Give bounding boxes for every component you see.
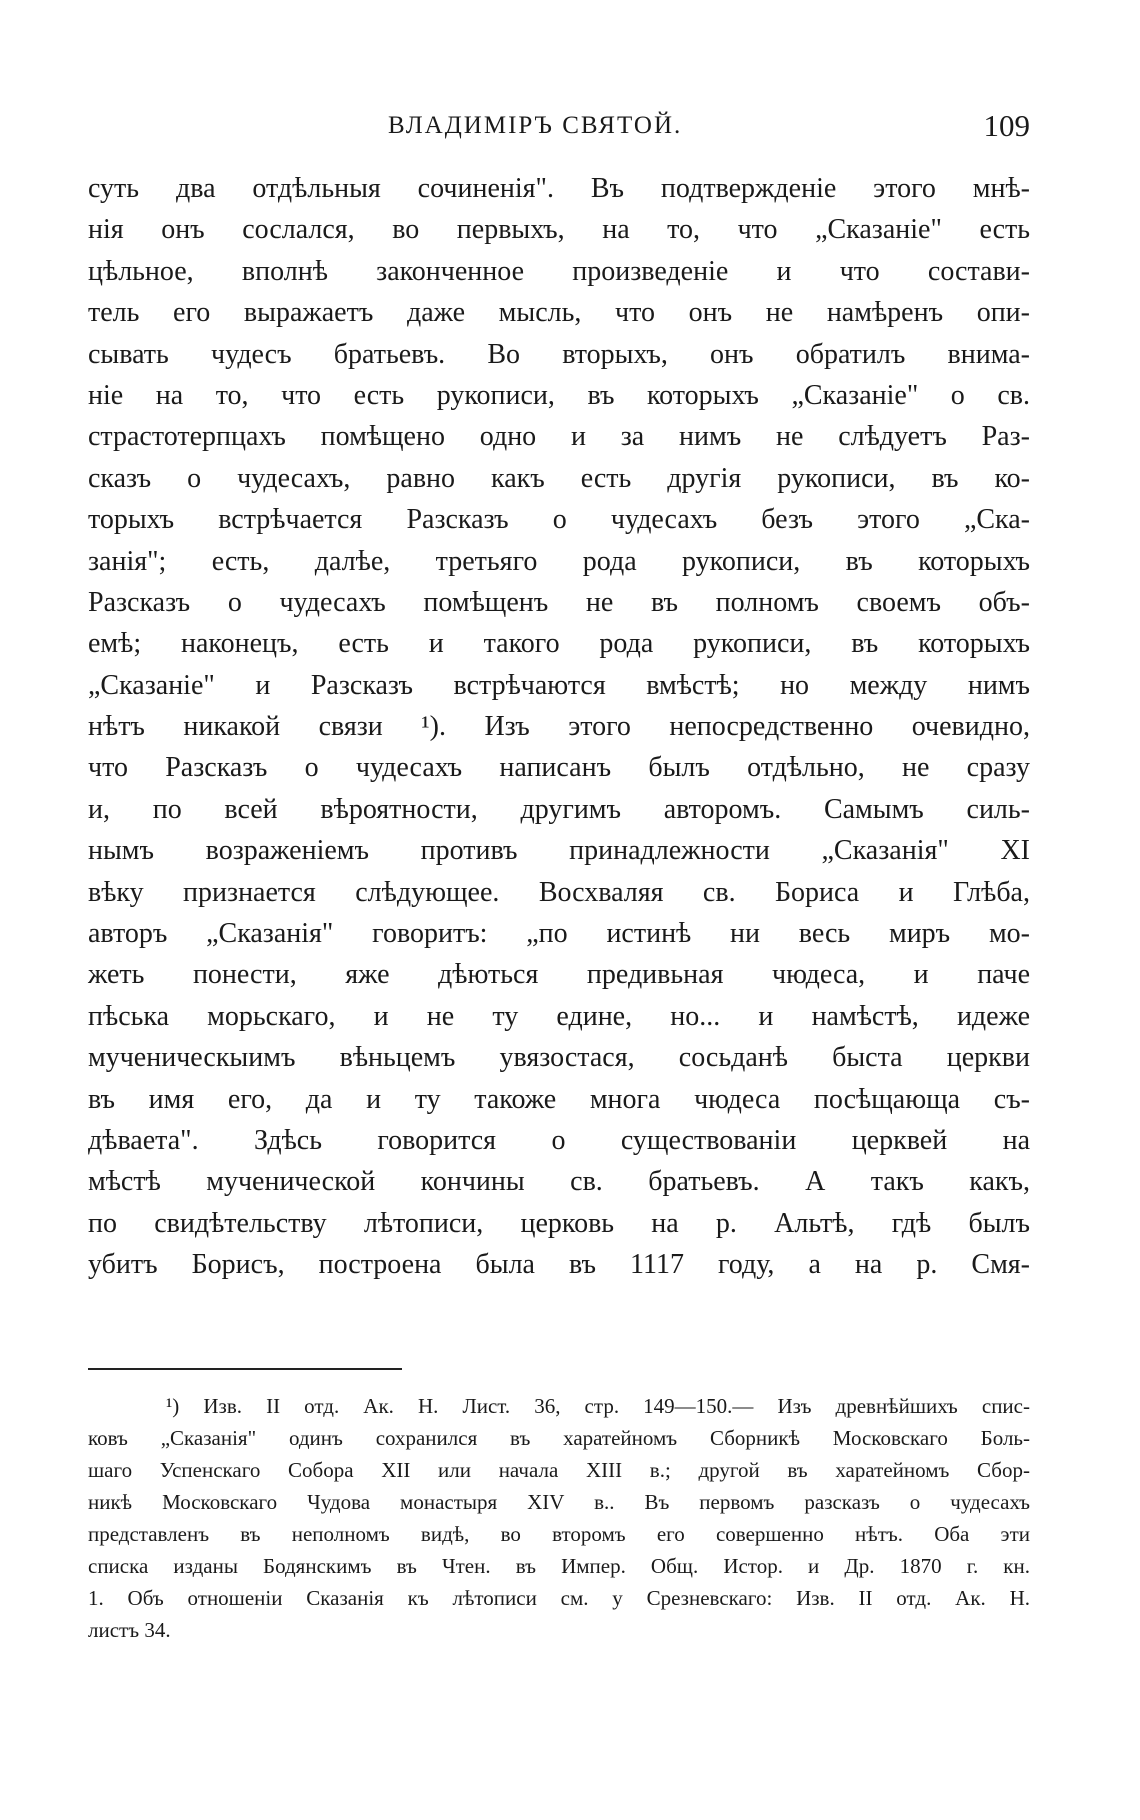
- text-line: емѣ; наконецъ, есть и такого рода рукописи, въ которыхъ: [88, 628, 1030, 660]
- text-line: сказъ о чудесахъ, равно какъ есть другія рукописи, въ ко-: [88, 462, 1030, 494]
- text-line: нымъ возраженіемъ противъ принадлежности „Сказанія" XI: [88, 835, 1030, 867]
- text-line: мученическыимъ вѣньцемъ увязостася, сосьданѣ быста церкви: [88, 1042, 1030, 1074]
- text-line: пѣська морьскаго, и не ту едине, но... и намѣстѣ, идеже: [88, 1000, 1030, 1032]
- footnote-line: шаго Успенскаго Собора XII или начала XIII в.; другой въ харатейномъ Сбор-: [88, 1458, 1030, 1482]
- text-line: „Сказаніе" и Разсказъ встрѣчаются вмѣстѣ; но между нимъ: [88, 669, 1030, 701]
- footnote-line: представленъ въ неполномъ видѣ, во второмъ его совершенно нѣтъ. Оба эти: [88, 1522, 1030, 1546]
- text-line: нѣтъ никакой связи ¹). Изъ этого непосредственно очевидно,: [88, 711, 1030, 743]
- text-line: торыхъ встрѣчается Разсказъ о чудесахъ безъ этого „Ска-: [88, 504, 1030, 536]
- footnote-line: ковъ „Сказанія" одинъ сохранился въ харатейномъ Сборникѣ Московскаго Боль-: [88, 1426, 1030, 1450]
- page-number: 109: [983, 108, 1030, 143]
- footnote-line: ¹) Изв. II отд. Ак. Н. Лист. 36, стр. 149—150.— Изъ древнѣйшихъ спис-: [166, 1394, 1030, 1418]
- text-line: вѣку признается слѣдующее. Восхваляя св. Бориса и Глѣба,: [88, 876, 1030, 908]
- text-line: мѣстѣ мученической кончины св. братьевъ. А такъ какъ,: [88, 1166, 1030, 1198]
- text-line: ніе на то, что есть рукописи, въ которыхъ „Сказаніе" о св.: [88, 379, 1030, 411]
- text-line: сывать чудесъ братьевъ. Во вторыхъ, онъ обратилъ внима-: [88, 338, 1030, 370]
- footnote-line: никѣ Московскаго Чудова монастыря XIV в.. Въ первомъ разсказъ о чудесахъ: [88, 1490, 1030, 1514]
- text-line: жеть понести, яже дѣються предивьная чюдеса, и паче: [88, 959, 1030, 991]
- text-line: тель его выражаетъ даже мысль, что онъ не намѣренъ опи-: [88, 297, 1030, 329]
- footnote-line: списка изданы Бодянскимъ въ Чтен. въ Импер. Общ. Истор. и Др. 1870 г. кн.: [88, 1554, 1030, 1578]
- footnote-line: 1. Объ отношеніи Сказанія къ лѣтописи см. у Срезневскаго: Изв. II отд. Ак. Н.: [88, 1586, 1030, 1610]
- footnotes: [88, 1390, 1030, 1646]
- text-line: въ имя его, да и ту такоже многа чюдеса посѣщающа съ-: [88, 1083, 1030, 1115]
- text-line: и, по всей вѣроятности, другимъ авторомъ. Самымъ силь-: [88, 793, 1030, 825]
- text-line: авторъ „Сказанія" говоритъ: „по истинѣ ни весь миръ мо-: [88, 918, 1030, 950]
- text-line: нія онъ сослался, во первыхъ, на то, что „Сказаніе" есть: [88, 214, 1030, 246]
- text-line: занія"; есть, далѣе, третьяго рода рукописи, въ которыхъ: [88, 545, 1030, 577]
- text-line: убитъ Борисъ, построена была въ 1117 году, а на р. Смя-: [88, 1249, 1030, 1281]
- text-line: Разсказъ о чудесахъ помѣщенъ не въ полномъ своемъ объ-: [88, 586, 1030, 618]
- text-line: страстотерпцахъ помѣщено одно и за нимъ не слѣдуетъ Раз-: [88, 421, 1030, 453]
- text-line: дѣваета". Здѣсь говорится о существованіи церквей на: [88, 1124, 1030, 1156]
- text-line: по свидѣтельству лѣтописи, церковь на р. Альтѣ, гдѣ былъ: [88, 1207, 1030, 1239]
- text-line: цѣльное, вполнѣ законченное произведеніе и что состави-: [88, 255, 1030, 287]
- main-text: [88, 168, 1030, 1286]
- running-title: ВЛАДИМІРЪ СВЯТОЙ.: [388, 112, 683, 139]
- page-header: [88, 108, 1030, 148]
- text-line: что Разсказъ о чудесахъ написанъ былъ отдѣльно, не сразу: [88, 752, 1030, 784]
- footnote-divider: [88, 1368, 402, 1370]
- footnote-line: листъ 34.: [88, 1618, 171, 1642]
- text-line: суть два отдѣльныя сочиненія". Въ подтвержденіе этого мнѣ-: [88, 173, 1030, 204]
